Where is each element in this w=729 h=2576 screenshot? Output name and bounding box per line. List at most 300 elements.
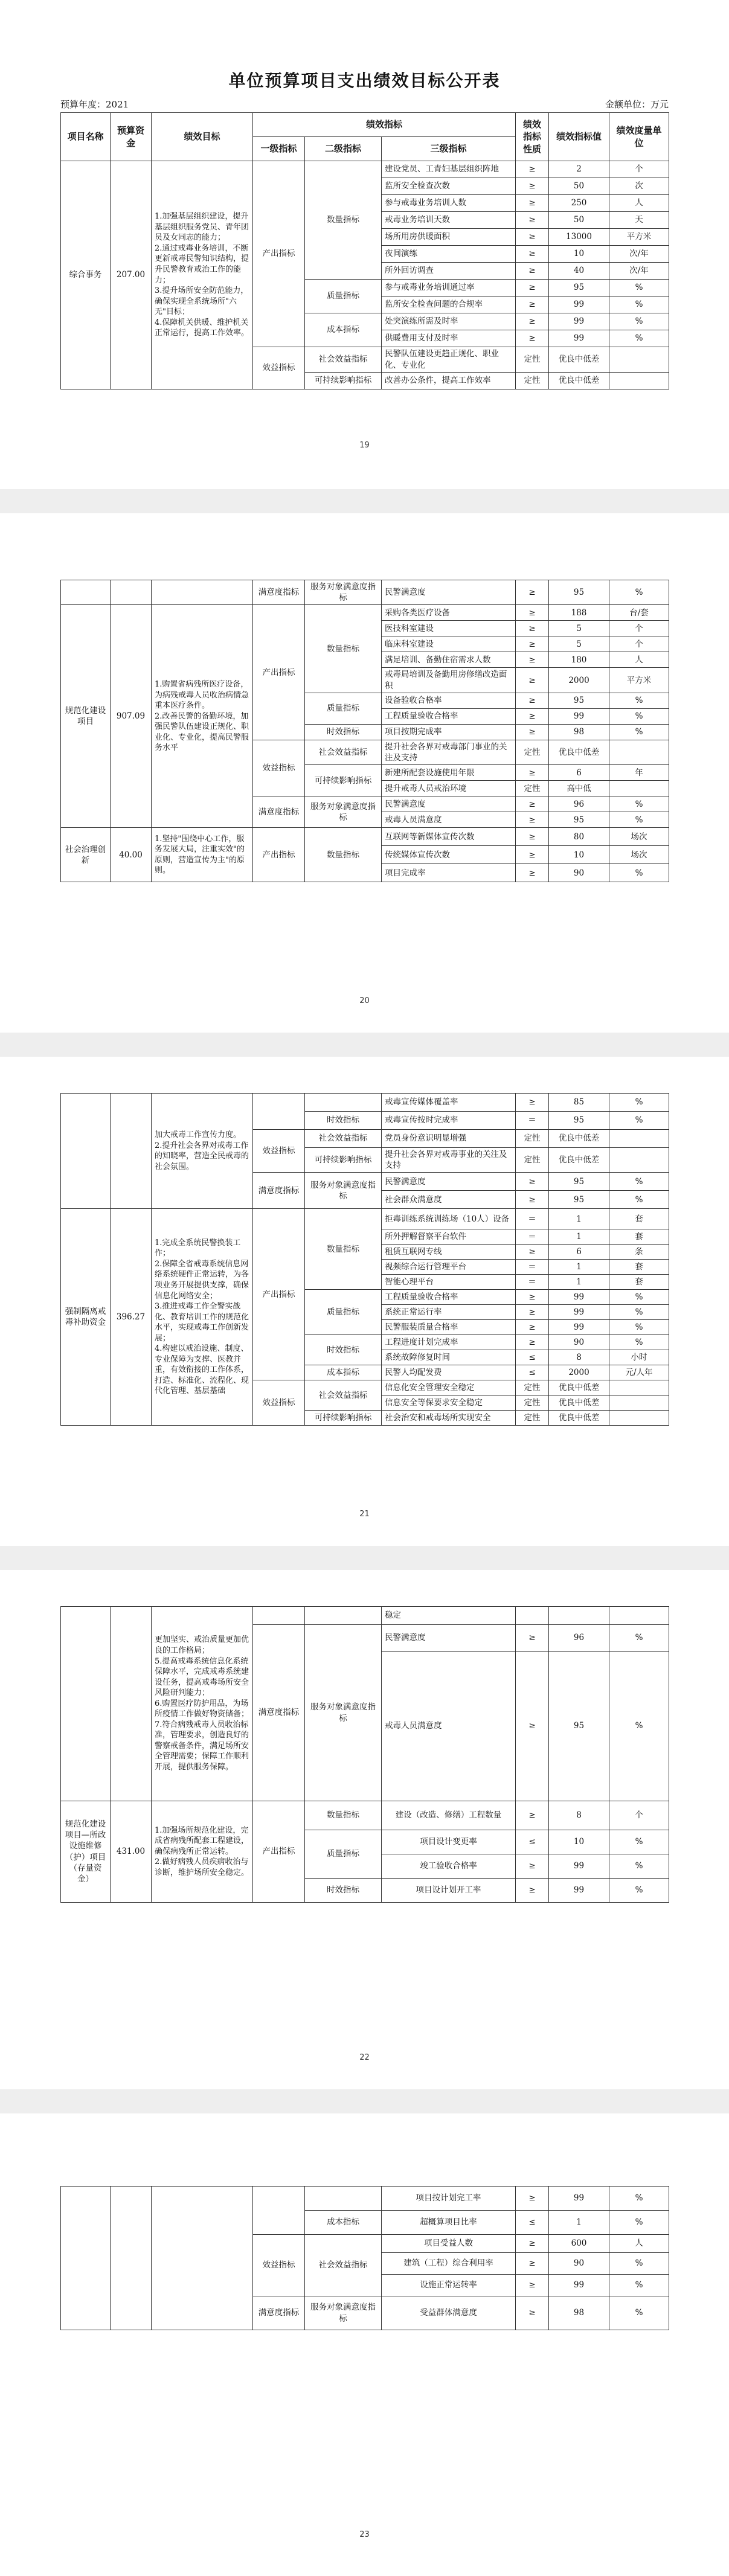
indicator-nature: ≥	[516, 1335, 549, 1350]
indicator-name: 工程质量验收合格率	[382, 1290, 516, 1305]
level2-cell: 质量指标	[305, 1830, 382, 1879]
indicator-value: 2000	[549, 1365, 609, 1380]
indicator-nature: ≥	[516, 1245, 549, 1260]
indicator-value: 8	[549, 1801, 609, 1830]
table-row	[61, 1607, 669, 1625]
indicator-unit: 平方米	[609, 229, 669, 246]
level2-cell: 服务对象满意度指标	[305, 1625, 382, 1801]
indicator-unit: 场次	[609, 846, 669, 864]
indicator-name: 戒毒人员满意度	[382, 1652, 516, 1801]
level2-cell: 质量指标	[305, 1290, 382, 1335]
indicator-unit: %	[609, 1290, 669, 1305]
indicator-name: 戒毒局培训及备勤用房修缮改造面积	[382, 668, 516, 693]
indicator-value: 600	[549, 2235, 609, 2253]
indicator-name: 竣工验收合格率	[382, 1854, 516, 1879]
level1-cell: 满意度指标	[253, 1625, 305, 1801]
page-number: 21	[359, 1510, 370, 1519]
indicator-name: 工程进度计划完成率	[382, 1335, 516, 1350]
level2-cell: 数量指标	[305, 161, 382, 280]
indicator-value: 188	[549, 605, 609, 621]
indicator-unit: 个	[609, 1801, 669, 1830]
indicator-value: 99	[549, 1290, 609, 1305]
project-name: 综合事务	[61, 161, 111, 389]
indicator-unit	[609, 781, 669, 796]
level2-cell: 时效指标	[305, 1112, 382, 1130]
indicator-value: 95	[549, 1652, 609, 1801]
level2-cell: 服务对象满意度指标	[305, 1173, 382, 1209]
indicator-unit: 人	[609, 195, 669, 212]
indicator-name: 夜间演练	[382, 246, 516, 263]
indicator-value: 2000	[549, 668, 609, 693]
indicator-nature: ≥	[516, 812, 549, 828]
indicator-name: 党员身份意识明显增强	[382, 1130, 516, 1148]
level2-cell: 服务对象满意度指标	[305, 796, 382, 828]
indicator-nature: ≥	[516, 724, 549, 740]
header-indicators: 绩效指标	[253, 113, 516, 137]
document-page-1	[0, 0, 729, 489]
header-level3: 三级指标	[382, 137, 516, 161]
indicator-nature: ≥	[516, 195, 549, 212]
indicator-value: 50	[549, 178, 609, 195]
indicator-unit: 天	[609, 212, 669, 229]
document-page-2	[0, 513, 729, 1033]
header-budget: 预算资金	[111, 113, 152, 161]
indicator-nature: ≥	[516, 828, 549, 846]
indicator-nature: ≤	[516, 1830, 549, 1854]
indicator-name: 项目设计划开工率	[382, 1879, 516, 1903]
indicator-nature: ≥	[516, 330, 549, 347]
indicator-value: 优良中低差	[549, 1148, 609, 1173]
indicator-nature: ≥	[516, 621, 549, 636]
indicator-name: 拒毒训练系统训练场（10人）设备	[382, 1209, 516, 1229]
level1-cell: 满意度指标	[253, 796, 305, 828]
level1-cell: 效益指标	[253, 740, 305, 796]
indicator-value: 99	[549, 313, 609, 330]
indicator-unit: 套	[609, 1275, 669, 1290]
indicator-name: 稳定	[382, 1607, 516, 1625]
project-budget: 207.00	[111, 161, 152, 389]
page-number: 22	[359, 2053, 370, 2062]
project-name: 强制隔离戒毒补助资金	[61, 1209, 111, 1426]
level2-cell: 社会效益指标	[305, 740, 382, 764]
indicator-name: 满足培训、备勤住宿需求人数	[382, 652, 516, 668]
indicator-nature: ≥	[516, 765, 549, 781]
indicator-value: 99	[549, 1305, 609, 1320]
indicator-unit: %	[609, 812, 669, 828]
indicator-nature: ≥	[516, 636, 549, 652]
indicator-nature: ≥	[516, 2253, 549, 2275]
indicator-name: 监所安全检查次数	[382, 178, 516, 195]
table-row	[61, 605, 669, 621]
level2-cell: 可持续影响指标	[305, 373, 382, 389]
indicator-value: 优良中低差	[549, 373, 609, 389]
indicator-nature: ≥	[516, 1854, 549, 1879]
document-title: 单位预算项目支出绩效目标公开表	[228, 71, 501, 91]
indicator-value: 优良中低差	[549, 1130, 609, 1148]
indicator-value: 8	[549, 1350, 609, 1365]
header-measure: 绩效度量单位	[609, 113, 669, 161]
level1-cell: 满意度指标	[253, 580, 305, 605]
level1-cell: 产出指标	[253, 161, 305, 347]
level2-cell: 可持续影响指标	[305, 765, 382, 796]
indicator-unit: 元/人年	[609, 1365, 669, 1380]
header-project: 项目名称	[61, 113, 111, 161]
indicator-unit: 条	[609, 1245, 669, 1260]
indicator-name: 建筑（工程）综合利用率	[382, 2253, 516, 2275]
indicator-name: 项目完成率	[382, 864, 516, 882]
level2-cell: 数量指标	[305, 1801, 382, 1830]
indicator-value: 98	[549, 724, 609, 740]
project-budget: 40.00	[111, 828, 152, 882]
level1-cell: 产出指标	[253, 828, 305, 882]
indicator-name: 设施正常运转率	[382, 2275, 516, 2296]
indicator-unit: %	[609, 1652, 669, 1801]
indicator-value: 80	[549, 828, 609, 846]
indicator-nature: ＝	[516, 1260, 549, 1275]
amount-unit: 金额单位：万元	[605, 99, 669, 110]
level2-cell: 社会效益指标	[305, 347, 382, 373]
indicator-value: 1	[549, 1209, 609, 1229]
indicator-nature: ≥	[516, 668, 549, 693]
indicator-unit: 个	[609, 621, 669, 636]
indicator-unit	[609, 1411, 669, 1426]
indicator-nature: ≥	[516, 652, 549, 668]
performance-table-page-2	[60, 580, 669, 882]
indicator-unit: 套	[609, 1209, 669, 1229]
indicator-name: 民警满意度	[382, 796, 516, 812]
indicator-name: 社会治安和戒毒场所实现安全	[382, 1411, 516, 1426]
level1-cell: 满意度指标	[253, 1173, 305, 1209]
indicator-unit: %	[609, 1173, 669, 1191]
project-name: 规范化建设项目	[61, 605, 111, 828]
page-number: 20	[359, 996, 370, 1005]
indicator-name: 场所用房供暖面积	[382, 229, 516, 246]
indicator-nature: ≤	[516, 1365, 549, 1380]
indicator-nature: ＝	[516, 1275, 549, 1290]
indicator-name: 医技科室建设	[382, 621, 516, 636]
indicator-unit	[609, 1380, 669, 1395]
indicator-nature: ≥	[516, 296, 549, 313]
indicator-unit: %	[609, 1112, 669, 1130]
indicator-nature: ≥	[516, 2296, 549, 2330]
indicator-name: 系统故障修复时间	[382, 1350, 516, 1365]
indicator-name: 民警满意度	[382, 580, 516, 605]
header-value: 绩效指标值	[549, 113, 609, 161]
project-goal-continued: 更加坚实、戒治质量更加优良的工作格局； 5.提高戒毒系统信息化系统保障水平，完成戒毒系统建设任务，提高戒毒场所安全风险研判能力； 6.购置医疗防护用品，为场所疫情工作做好物资储备； 7.符合病残戒毒人员收治标准，管理要求，创造良好的警察戒备条件，满足场所安全管理需要；保障工作顺利开展，提供服务保障。	[152, 1607, 253, 1801]
indicator-name: 设备验收合格率	[382, 693, 516, 708]
indicator-value: 96	[549, 796, 609, 812]
page-gap	[0, 1546, 729, 1570]
indicator-value: 1	[549, 1260, 609, 1275]
indicator-unit: 台/套	[609, 605, 669, 621]
indicator-nature: ≥	[516, 1290, 549, 1305]
indicator-nature: ＝	[516, 1229, 549, 1245]
project-goal: 1.加强基层组织建设，提升基层组织服务党员、青年团员及女同志的能力； 2.通过戒毒业务培训，不断更新戒毒民警知识结构，提升民警教育戒治工作的能力； 3.提升场所安全防范能力，确保实现全系统场所"六无"目标； 4.保障机关供暖、维护机关正常运行，提高工作效率。	[152, 161, 253, 389]
indicator-unit: %	[609, 1830, 669, 1854]
level2-cell: 可持续影响指标	[305, 1148, 382, 1173]
indicator-unit: 次/年	[609, 263, 669, 280]
indicator-nature: ≥	[516, 178, 549, 195]
indicator-unit: %	[609, 724, 669, 740]
indicator-unit: %	[609, 313, 669, 330]
indicator-unit: %	[609, 1320, 669, 1335]
indicator-nature: ≥	[516, 1305, 549, 1320]
indicator-value: 5	[549, 621, 609, 636]
indicator-value: 85	[549, 1094, 609, 1112]
indicator-unit: %	[609, 296, 669, 313]
indicator-unit: 套	[609, 1260, 669, 1275]
indicator-value: 95	[549, 693, 609, 708]
indicator-value: 优良中低差	[549, 1380, 609, 1395]
indicator-nature: ≥	[516, 708, 549, 724]
indicator-nature: ≥	[516, 2187, 549, 2211]
indicator-value: 1	[549, 2211, 609, 2235]
indicator-name: 智能心理平台	[382, 1275, 516, 1290]
indicator-value: 13000	[549, 229, 609, 246]
level1-cell: 产出指标	[253, 1209, 305, 1380]
indicator-value: 95	[549, 280, 609, 296]
level1-cell: 效益指标	[253, 2235, 305, 2296]
indicator-nature: ≥	[516, 796, 549, 812]
level2-cell: 数量指标	[305, 605, 382, 693]
indicator-nature: ≤	[516, 2211, 549, 2235]
indicator-name: 提升戒毒人员戒治环境	[382, 781, 516, 796]
level2-cell: 可持续影响指标	[305, 1411, 382, 1426]
indicator-name: 项目按期完成率	[382, 724, 516, 740]
indicator-unit: 人	[609, 652, 669, 668]
indicator-name: 提升社会各界对戒毒事业的关注及支持	[382, 1148, 516, 1173]
indicator-nature: 定性	[516, 1411, 549, 1426]
indicator-name: 民警满意度	[382, 1625, 516, 1652]
indicator-nature: 定性	[516, 1130, 549, 1148]
indicator-value: 90	[549, 1335, 609, 1350]
indicator-name: 所外回访调查	[382, 263, 516, 280]
indicator-nature: ＝	[516, 1209, 549, 1229]
indicator-name: 信息安全等保要求安全稳定	[382, 1395, 516, 1411]
performance-table-page-1	[60, 112, 669, 389]
indicator-value: 96	[549, 1625, 609, 1652]
indicator-name: 供暖费用支付及时率	[382, 330, 516, 347]
level2-cell: 社会效益指标	[305, 1380, 382, 1411]
indicator-name: 项目设计变更率	[382, 1830, 516, 1854]
indicator-name: 租赁互联网专线	[382, 1245, 516, 1260]
indicator-unit: %	[609, 580, 669, 605]
header-goal: 绩效目标	[152, 113, 253, 161]
table-row	[61, 1801, 669, 1830]
level1-cell: 效益指标	[253, 1380, 305, 1426]
indicator-value: 优良中低差	[549, 1395, 609, 1411]
table-row	[61, 828, 669, 846]
indicator-unit: %	[609, 708, 669, 724]
indicator-unit: %	[609, 1335, 669, 1350]
indicator-name: 视频综合运行管理平台	[382, 1260, 516, 1275]
indicator-value: 高中低	[549, 781, 609, 796]
indicator-nature: ≥	[516, 212, 549, 229]
project-budget: 907.09	[111, 605, 152, 828]
indicator-nature: 定性	[516, 781, 549, 796]
indicator-name: 提升社会各界对戒毒部门事业的关注及支持	[382, 740, 516, 764]
indicator-nature: ≥	[516, 246, 549, 263]
indicator-unit: 次	[609, 178, 669, 195]
indicator-value: 99	[549, 1879, 609, 1903]
indicator-unit: 小时	[609, 1350, 669, 1365]
indicator-value: 99	[549, 1320, 609, 1335]
level2-cell: 质量指标	[305, 693, 382, 724]
indicator-value: 99	[549, 330, 609, 347]
indicator-name: 工程质量验收合格率	[382, 708, 516, 724]
indicator-unit: %	[609, 280, 669, 296]
level2-cell: 时效指标	[305, 1879, 382, 1903]
indicator-name: 处突演练所需及时率	[382, 313, 516, 330]
indicator-value: 1	[549, 1275, 609, 1290]
level2-cell: 社会效益指标	[305, 1130, 382, 1148]
level2-cell: 质量指标	[305, 280, 382, 313]
indicator-value: 99	[549, 296, 609, 313]
page-gap	[0, 1033, 729, 1057]
indicator-value: 10	[549, 846, 609, 864]
indicator-unit: %	[609, 1094, 669, 1112]
indicator-name: 参与戒毒业务培训人数	[382, 195, 516, 212]
indicator-value: 90	[549, 864, 609, 882]
indicator-name: 新建所配套设施使用年限	[382, 765, 516, 781]
document-page-5	[0, 2113, 729, 2576]
level2-cell: 成本指标	[305, 1365, 382, 1380]
indicator-name: 所外押解督察平台软件	[382, 1229, 516, 1245]
indicator-name: 参与戒毒业务培训通过率	[382, 280, 516, 296]
indicator-nature: ≥	[516, 1879, 549, 1903]
indicator-unit	[609, 1148, 669, 1173]
indicator-value: 优良中低差	[549, 740, 609, 764]
indicator-unit	[609, 1130, 669, 1148]
indicator-name: 系统正常运行率	[382, 1305, 516, 1320]
indicator-value: 6	[549, 1245, 609, 1260]
indicator-value: 优良中低差	[549, 1411, 609, 1426]
indicator-name: 临床科室建设	[382, 636, 516, 652]
level2-cell: 成本指标	[305, 313, 382, 347]
document-page-4	[0, 1570, 729, 2089]
indicator-nature: ≤	[516, 1350, 549, 1365]
performance-table-page-3	[60, 1093, 669, 1426]
level2-cell: 服务对象满意度指标	[305, 2296, 382, 2330]
page-gap	[0, 489, 729, 513]
indicator-value: 250	[549, 195, 609, 212]
indicator-unit: %	[609, 330, 669, 347]
indicator-value: 180	[549, 652, 609, 668]
indicator-unit	[609, 347, 669, 373]
page-number: 19	[359, 441, 370, 450]
indicator-nature: ≥	[516, 1625, 549, 1652]
page-gap	[0, 2089, 729, 2113]
table-row	[61, 580, 669, 605]
indicator-name: 传统媒体宣传次数	[382, 846, 516, 864]
indicator-value: 90	[549, 2253, 609, 2275]
indicator-name: 项目按计划完工率	[382, 2187, 516, 2211]
indicator-nature: ≥	[516, 846, 549, 864]
indicator-unit: 年	[609, 765, 669, 781]
document-page-3	[0, 1057, 729, 1546]
project-goal: 1.坚持"围绕中心工作，服务发展大局，注重实效"的原则，营造宣传为主"的原则。	[152, 828, 253, 882]
indicator-nature: ≥	[516, 229, 549, 246]
indicator-value: 99	[549, 1854, 609, 1879]
indicator-unit: %	[609, 1191, 669, 1209]
indicator-name: 民警服装质量合格率	[382, 1320, 516, 1335]
indicator-nature: ≥	[516, 1320, 549, 1335]
indicator-nature: ＝	[516, 1112, 549, 1130]
indicator-name: 互联网等新媒体宣传次数	[382, 828, 516, 846]
project-goal: 1.加强场所规范化建设，完成省病残所配套工程建设，确保病残所正常运转。 2.做好病残人员疾病收治与诊断，维护场所安全稳定。	[152, 1801, 253, 1903]
indicator-unit: 套	[609, 1229, 669, 1245]
indicator-name: 戒毒人员满意度	[382, 812, 516, 828]
indicator-value: 95	[549, 812, 609, 828]
indicator-nature: ≥	[516, 693, 549, 708]
table-row	[61, 2187, 669, 2211]
indicator-nature: 定性	[516, 1395, 549, 1411]
indicator-name: 戒毒宣传按时完成率	[382, 1112, 516, 1130]
project-budget: 431.00	[111, 1801, 152, 1903]
indicator-nature: 定性	[516, 373, 549, 389]
project-goal: 1.购置省病残所医疗设备，为病残戒毒人员收治病情急重本医疗条件。 2.改善民警的备勤环境，加强民警队伍建设正规化、职业化、专业化，提高民警服务水平	[152, 605, 253, 828]
indicator-name: 受益群体满意度	[382, 2296, 516, 2330]
level1-cell: 效益指标	[253, 347, 305, 389]
indicator-value: 99	[549, 2187, 609, 2211]
level2-cell: 数量指标	[305, 828, 382, 882]
level2-cell: 社会效益指标	[305, 2235, 382, 2296]
project-name: 社会治理创新	[61, 828, 111, 882]
indicator-unit	[609, 1395, 669, 1411]
indicator-value: 99	[549, 2275, 609, 2296]
indicator-nature: ≥	[516, 313, 549, 330]
indicator-value: 95	[549, 1112, 609, 1130]
indicator-nature: ≥	[516, 1173, 549, 1191]
level1-cell: 产出指标	[253, 1801, 305, 1903]
indicator-unit: 个	[609, 636, 669, 652]
indicator-name: 戒毒业务培训天数	[382, 212, 516, 229]
header-level1: 一级指标	[253, 137, 305, 161]
indicator-name: 戒毒宣传媒体覆盖率	[382, 1094, 516, 1112]
indicator-unit: 人	[609, 2235, 669, 2253]
header-nature: 绩效指标性质	[516, 113, 549, 161]
indicator-name: 采购各类医疗设备	[382, 605, 516, 621]
indicator-name: 改善办公条件，提高工作效率	[382, 373, 516, 389]
level1-cell: 满意度指标	[253, 2296, 305, 2330]
indicator-unit: %	[609, 2296, 669, 2330]
performance-table-page-5	[60, 2186, 669, 2330]
indicator-value: 6	[549, 765, 609, 781]
indicator-nature: ≥	[516, 161, 549, 178]
indicator-value: 50	[549, 212, 609, 229]
level2-cell: 数量指标	[305, 1209, 382, 1290]
project-name: 规范化建设项目—所政设施维修（护）项目（存量资金）	[61, 1801, 111, 1903]
indicator-nature: 定性	[516, 1380, 549, 1395]
indicator-name: 社会群众满意度	[382, 1191, 516, 1209]
indicator-name: 建设党员、工青妇基层组织阵地	[382, 161, 516, 178]
indicator-value: 95	[549, 1173, 609, 1191]
indicator-unit	[609, 740, 669, 764]
indicator-value: 95	[549, 580, 609, 605]
indicator-unit: %	[609, 864, 669, 882]
header-row	[61, 113, 669, 137]
indicator-name: 民警满意度	[382, 1173, 516, 1191]
indicator-name: 信息化安全管理安全稳定	[382, 1380, 516, 1395]
table-row	[61, 161, 669, 178]
indicator-unit: 平方米	[609, 668, 669, 693]
level2-cell: 服务对象满意度指标	[305, 580, 382, 605]
indicator-unit: %	[609, 796, 669, 812]
indicator-nature: ≥	[516, 263, 549, 280]
indicator-unit: 个	[609, 161, 669, 178]
indicator-unit: 场次	[609, 828, 669, 846]
project-goal: 1.完成全系统民警换装工作； 2.保障全省戒毒系统信息网络系统硬件正常运转，为各项业务开展提供支撑，确保信息化网络安全； 3.推进戒毒工作全警实战化、教育培训工作的规范化水平，实现戒毒工作创新发展； 4.构建以戒治设施、制度、专业保障为支撑、医教并重，有效衔接的工作体系，打造、标准化、流程化、现代化管理、基层基础	[152, 1209, 253, 1426]
